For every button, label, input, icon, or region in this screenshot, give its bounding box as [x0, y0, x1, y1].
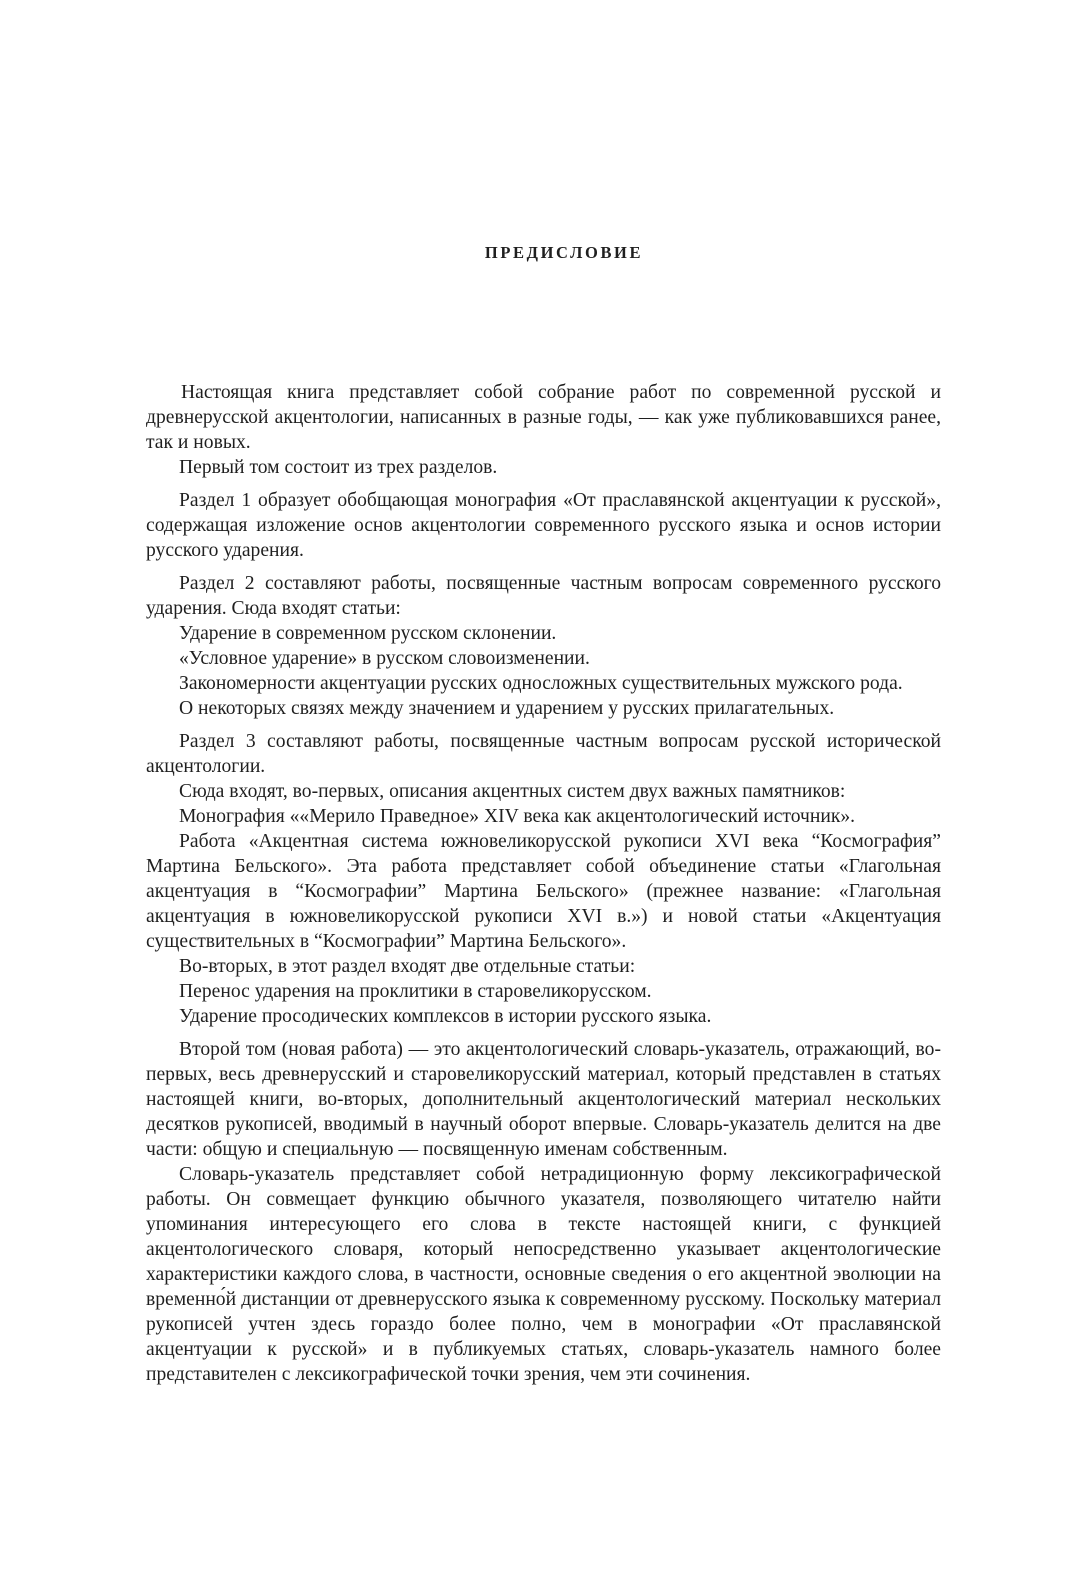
paragraph-intro: Настоящая книга представляет собой собрание работ по современной русской и древнерусской акцентологии, написанных в разные годы, — как уже публиковавшихся ранее, так и новых.	[146, 382, 941, 453]
list-item-section-2-3: Закономерности акцентуации русских односложных существительных мужского рода.	[179, 673, 903, 694]
list-item-section-3-2: Работа «Акцентная система южновеликорусской рукописи XVI века “Космография” Мартина Бельского». Эта работа представляет собой объединение статьи «Глагольная акцентуация в “Космографии” Мартина Бельского» (прежнее название: «Глагольная акцентуация в южновеликорусской рукописи XVI в.») и новой статьи «Акцентуация существительных в “Космографии” Мартина Бельского».	[146, 831, 941, 952]
paragraph-volume-one: Первый том состоит из трех разделов.	[179, 457, 498, 478]
paragraph-section-2: Раздел 2 составляют работы, посвященные частным вопросам современного русского ударения. Сюда входят статьи:	[146, 573, 941, 619]
page-title: ПРЕДИСЛОВИЕ	[484, 243, 644, 262]
paragraph-section-3-second: Во-вторых, в этот раздел входят две отдельные статьи:	[179, 956, 636, 977]
list-item-section-3-4: Ударение просодических комплексов в истории русского языка.	[179, 1006, 712, 1027]
list-item-section-2-2: «Условное ударение» в русском словоизменении.	[179, 648, 590, 669]
paragraph-section-3: Раздел 3 составляют работы, посвященные частным вопросам русской исторической акцентологии.	[146, 731, 941, 777]
paragraph-volume-two: Второй том (новая работа) — это акцентологический словарь-указатель, отражающий, во-первых, весь древнерусский и старовеликорусский материал, который представлен в статьях настоящей книги, во-вторых, дополнительный акцентологический материал нескольких десятков рукописей, вводимый в научный оборот впервые. Словарь-указатель делится на две части: общую и специальную — посвященную именам собственным.	[146, 1039, 941, 1160]
body-text	[146, 380, 941, 1387]
paragraph-section-3-first: Сюда входят, во-первых, описания акцентных систем двух важных памятников:	[179, 781, 846, 802]
paragraph-dictionary: Словарь-указатель представляет собой нетрадиционную форму лексикографической работы. Он совмещает функцию обычного указателя, позволяющего читателю найти упоминания интересующего его слова в тексте настоящей книги, с функцией акцентологического словаря, который непосредственно указывает акцентологические характеристики каждого слова, в частности, основные сведения о его акцентной эволюции на временно́й дистанции от древнерусского языка к современному русскому. Поскольку материал рукописей учтен здесь гораздо более полно, чем в монографии «От праславянской акцентуации к русской» и в публикуемых статьях, словарь-указатель намного более представителен с лексикографической точки зрения, чем эти сочинения.	[146, 1164, 941, 1385]
list-item-section-3-1: Монография ««Мерило Праведное» XIV века как акцентологический источник».	[179, 806, 856, 827]
paragraph-section-1: Раздел 1 образует обобщающая монография «От праславянской акцентуации к русской», содержащая изложение основ акцентологии современного русского языка и основ истории русского ударения.	[146, 490, 941, 561]
list-item-section-3-3: Перенос ударения на проклитики в старовеликорусском.	[179, 981, 652, 1002]
list-item-section-2-1: Ударение в современном русском склонении.	[179, 623, 557, 644]
list-item-section-2-4: О некоторых связях между значением и ударением у русских прилагательных.	[179, 698, 835, 719]
